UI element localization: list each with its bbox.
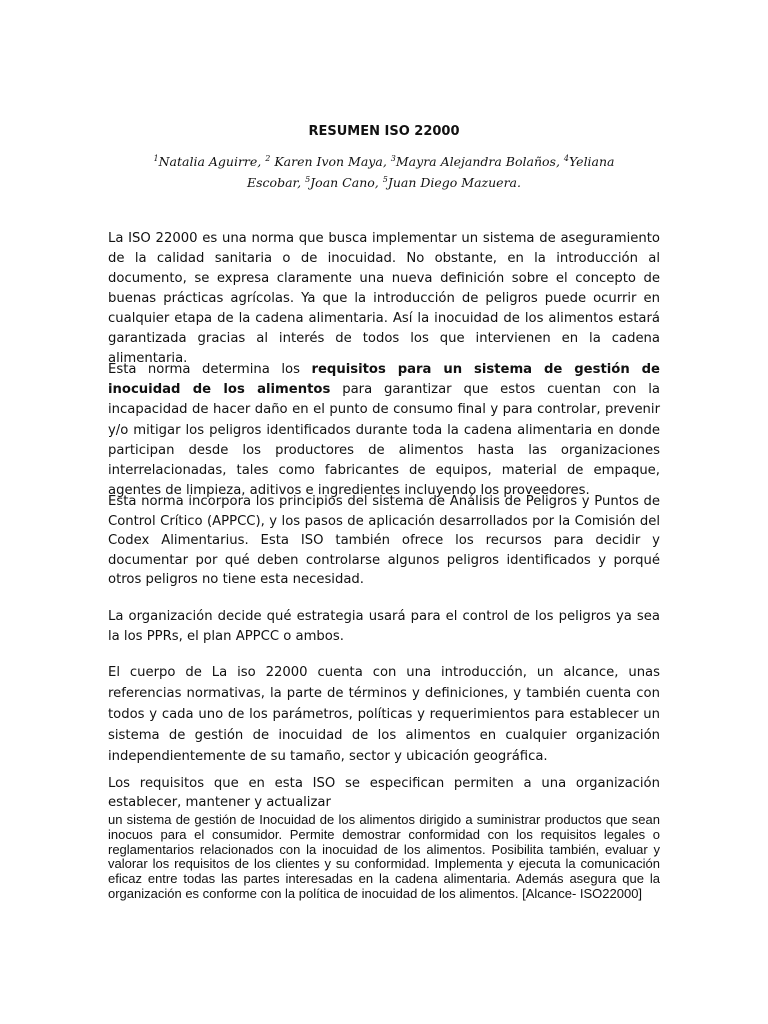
- author: [265, 154, 391, 169]
- author-affiliation: 5: [382, 175, 388, 184]
- paragraph-scope-head: Los requisitos que en esta ISO se especifican permiten a una organización establecer, mantener y actualizar: [108, 776, 660, 810]
- paragraph-requirements: [108, 360, 660, 501]
- author-name: Joan Cano,: [310, 175, 383, 190]
- author-name: Natalia Aguirre,: [158, 154, 266, 169]
- author-affiliation: 1: [153, 154, 159, 163]
- author-affiliation: 5: [305, 175, 311, 184]
- author: [153, 154, 265, 169]
- author-name: Mayra Alejandra Bolaños,: [395, 154, 564, 169]
- paragraph-text: para garantizar que estos cuentan con la incapacidad de hacer daño en el punto de consumo final y para controlar, prevenir y/o mitigar los peligros identificados durante toda la cadena alimentaria en donde participan desde los productores de alimentos hasta las organizaciones interrelacionadas, tales como fabricantes de equipos, material de empaque, agentes de limpieza, aditivos e ingredientes incluyendo los proveedores.: [108, 382, 660, 499]
- paragraph-bold-text: requisitos para un sistema de gestión de inocuidad de los alimentos: [108, 362, 660, 398]
- author: [383, 175, 521, 190]
- author: [305, 175, 383, 190]
- paragraph-intro: La ISO 22000 es una norma que busca implementar un sistema de aseguramiento de la calidad sanitaria o de inocuidad. No obstante, en la introducción al documento, se expresa claramente una nueva definición sobre el concepto de buenas prácticas agrícolas. Ya que la introducción de peligros puede ocurrir en cualquier etapa de la cadena alimentaria. Así la inocuidad de los alimentos estará garantizada gracias al interés de todos los que intervienen en la cadena alimentaria.: [108, 231, 660, 366]
- document-title: RESUMEN ISO 22000: [308, 124, 460, 139]
- author-name: Juan Diego Mazuera.: [387, 175, 521, 190]
- paragraph-scope-tail: un sistema de gestión de Inocuidad de los alimentos dirigido a suministrar productos que sean inocuos para el consumidor. Permite demostrar conformidad con los requisitos legales o reglamentarios relacionados con la inocuidad de los alimentos. Posibilita también, evaluar y valorar los requisitos de los clientes y su conformidad. Implementa y ejecuta la comunicación eficaz entre todas las partes interesadas en la cadena alimentaria. Además asegura que la organización es conforme con la política de inocuidad de los alimentos. [Alcance- ISO22000]: [108, 812, 660, 901]
- paragraph-appcc: Esta norma incorpora los principios del sistema de Análisis de Peligros y Puntos de Control Crítico (APPCC), y los pasos de aplicación desarrollados por la Comisión del Codex Alimentarius. Esta ISO también ofrece los recursos para decidir y documentar por qué deben controlarse algunos peligros identificados y porqué otros peligros no tiene esta necesidad.: [108, 494, 660, 587]
- author: [391, 154, 564, 169]
- author-affiliation: 3: [390, 154, 396, 163]
- author-affiliation: 4: [563, 154, 569, 163]
- author-affiliation: 2: [265, 154, 271, 163]
- paragraph-structure: El cuerpo de La iso 22000 cuenta con una introducción, un alcance, unas referencias normativas, la parte de términos y definiciones, y también cuenta con todos y cada uno de los parámetros, políticas y requerimientos para establecer un sistema de gestión de inocuidad de los alimentos en cualquier organización independientemente de su tamaño, sector y ubicación geográfica.: [108, 665, 660, 764]
- author-name: Karen Ivon Maya,: [270, 154, 391, 169]
- paragraph-text: Esta norma determina los: [108, 362, 312, 377]
- paragraph-strategy: La organización decide qué estrategia usará para el control de los peligros ya sea la los PPRs, el plan APPCC o ambos.: [108, 609, 660, 644]
- author-list: [140, 150, 628, 192]
- author-name: Yeliana Escobar,: [247, 154, 615, 190]
